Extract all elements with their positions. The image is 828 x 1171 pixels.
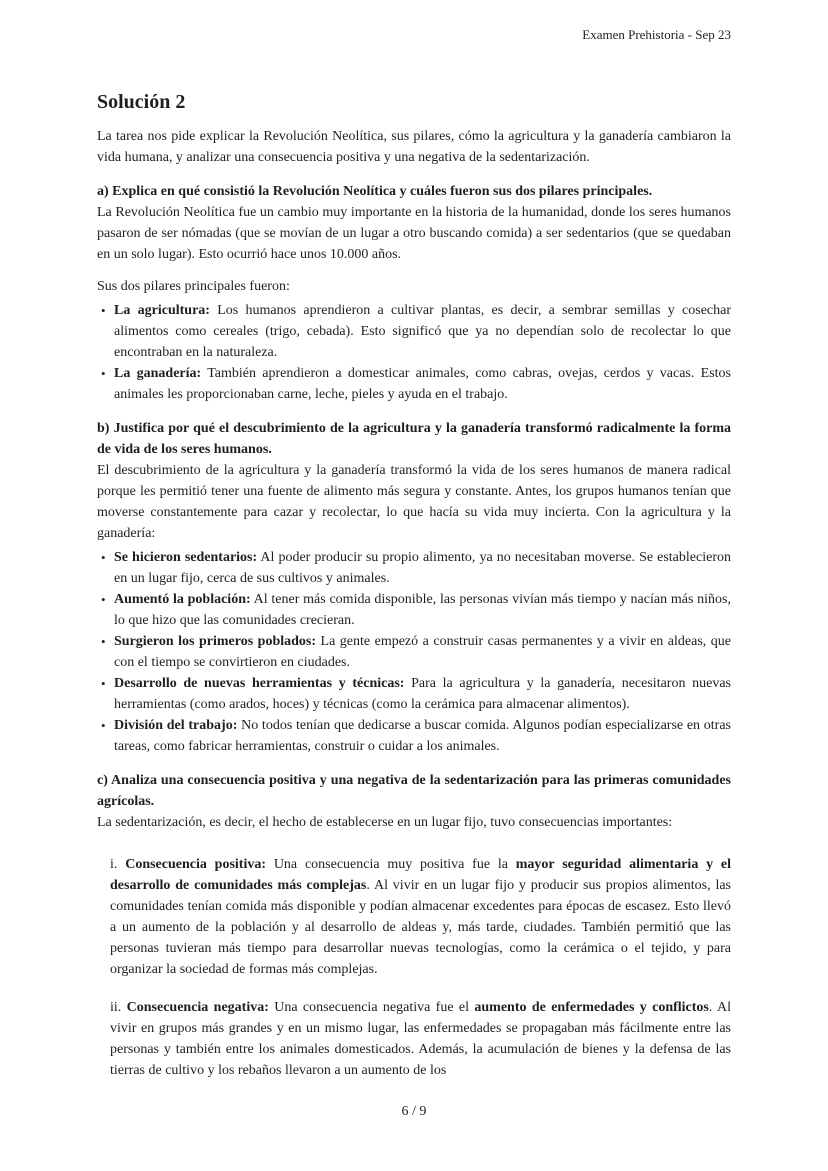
bullet-text: Al tener más comida disponible, las personas vivían más tiempo y nacían más niños, lo que hizo que las comunidades crecieran.	[114, 592, 732, 628]
pillars-list	[97, 300, 731, 405]
bullet-label: La ganadería:	[114, 366, 202, 381]
list-item	[114, 673, 731, 715]
section-c	[97, 770, 731, 1081]
question-c-heading: c) Analiza una consecuencia positiva y una negativa de la sedentarización para las primeras comunidades agrícolas.	[97, 773, 731, 809]
intro-paragraph: La tarea nos pide explicar la Revolución Neolítica, sus pilares, cómo la agricultura y la ganadería cambiaron la vida humana, y analizar una consecuencia positiva y una negativa de la sedentarización.	[97, 129, 731, 165]
section-b	[97, 418, 731, 757]
question-a-lead-in: Sus dos pilares principales fueron:	[97, 279, 290, 294]
question-b-heading: b) Justifica por qué el descubrimiento de la agricultura y la ganadería transformó radicalmente la forma de vida de los seres humanos.	[97, 421, 731, 457]
positive-consequence-item: i. Consecuencia positiva: Una consecuencia muy positiva fue la mayor seguridad alimentaria y el desarrollo de comunidades más complejas. Al vivir en un lugar fijo y producir sus propios alimentos, las comunidades tenían comida más disponible y podían almacenar excedentes para épocas de escasez. Esto llevó a un aumento de la población y al desarrollo de aldeas y, más tarde, ciudades. También permitió que las personas tuvieran más tiempo para desarrollar nuevas tecnologías, como la cerámica o el tejido, y para organizar la sociedad de formas más complejas.	[110, 857, 732, 977]
bullet-label: Desarrollo de nuevas herramientas y técnicas:	[114, 676, 405, 691]
bullet-label: División del trabajo:	[114, 718, 238, 733]
transformations-list	[97, 547, 731, 757]
bullet-text: Al poder producir su propio alimento, ya no necesitaban moverse. Se establecieron en un lugar fijo, cerca de sus cultivos y animales.	[114, 550, 731, 586]
list-item	[114, 631, 731, 673]
question-c-answer: La sedentarización, es decir, el hecho de establecerse en un lugar fijo, tuvo consecuencias importantes:	[97, 815, 673, 830]
page-header: Examen Prehistoria - Sep 23	[582, 27, 731, 42]
bullet-text: Para la agricultura y la ganadería, necesitaron nuevas herramientas (como arados, hoces) y técnicas (como la cerámica para almacenar alimentos).	[114, 676, 731, 712]
question-a-heading: a) Explica en qué consistió la Revolución Neolítica y cuáles fueron sus dos pilares principales.	[97, 184, 653, 199]
question-b-answer: El descubrimiento de la agricultura y la ganadería transformó la vida de los seres humanos de manera radical porque les permitió tener una fuente de alimento más segura y constante. Antes, los grupos humanos tenían que moverse constantemente para cazar y recolectar, lo que hacía su vida muy incierta. Con la agricultura y la ganadería:	[97, 463, 731, 541]
bullet-text: Los humanos aprendieron a cultivar plantas, es decir, a sembrar semillas y cosechar alimentos como cereales (trigo, cebada). Esto significó que ya no dependían solo de recolectar lo que encontraban en la naturaleza.	[114, 303, 731, 360]
list-item	[114, 589, 731, 631]
bullet-label: Aumentó la población:	[114, 592, 251, 607]
question-a-answer: La Revolución Neolítica fue un cambio muy importante en la historia de la humanidad, donde los seres humanos pasaron de ser nómadas (que se movían de un lugar a otro buscando comida) a ser sedentarios (que se quedaban en un solo lugar). Esto ocurrió hace unos 10.000 años.	[97, 205, 731, 262]
section-a	[97, 181, 731, 405]
solution-title: Solución 2	[97, 91, 186, 113]
document-content	[97, 0, 731, 1081]
page-number: 6 / 9	[401, 1104, 427, 1119]
bullet-text: También aprendieron a domesticar animales, como cabras, ovejas, cerdos y vacas. Estos animales les proporcionaban carne, leche, pieles y ayuda en el trabajo.	[114, 366, 731, 402]
list-item	[114, 363, 731, 405]
bullet-text: La gente empezó a construir casas permanentes y a vivir en aldeas, que con el tiempo se convirtieron en ciudades.	[114, 634, 731, 670]
bullet-text: No todos tenían que dedicarse a buscar comida. Algunos podían especializarse en otras tareas, como fabricar herramientas, construir o cuidar a los animales.	[114, 718, 731, 754]
negative-consequence-item: ii. Consecuencia negativa: Una consecuencia negativa fue el aumento de enfermedades y conflictos. Al vivir en grupos más grandes y en un mismo lugar, las enfermedades se propagaban más fácilmente entre las personas y también entre los animales domesticados. Además, la acumulación de bienes y la defensa de las tierras de cultivo y los rebaños llevaron a un aumento de los	[110, 1000, 731, 1078]
bullet-label: La agricultura:	[114, 303, 210, 318]
list-item	[114, 715, 731, 757]
list-item	[114, 547, 731, 589]
bullet-label: Se hicieron sedentarios:	[114, 550, 258, 565]
list-item	[114, 300, 731, 363]
bullet-label: Surgieron los primeros poblados:	[114, 634, 317, 649]
